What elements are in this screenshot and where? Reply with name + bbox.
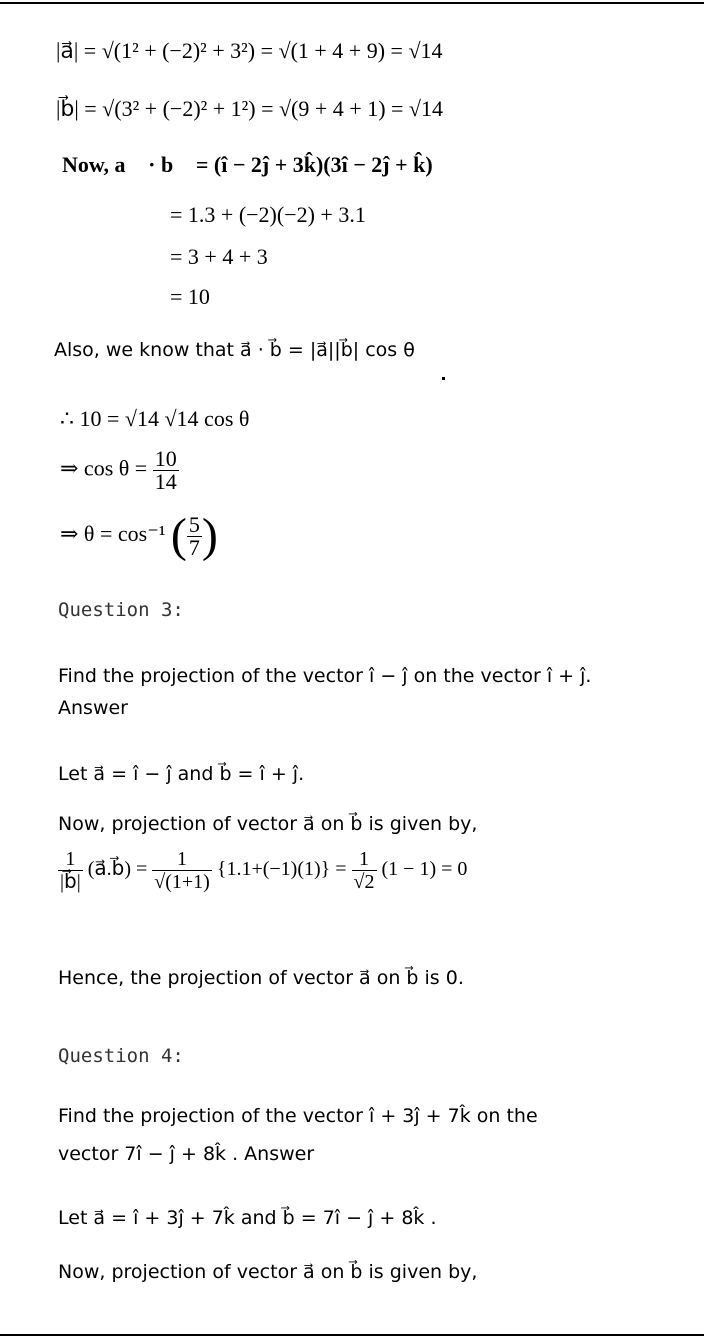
formula-result: (1 − 1) = 0 [381, 858, 468, 881]
question-3-heading: Question 3: [58, 599, 184, 621]
dot-step-1: = 1.3 + (−2)(−2) + 3.1 [170, 202, 366, 227]
formula-end-fraction [352, 848, 377, 893]
theta-numerator: 5 [188, 511, 200, 537]
therefore-line: ∴ 10 = √14 √14 cos θ [60, 406, 250, 431]
cos-theta-fraction [153, 448, 179, 493]
formula-ab: (a⃗.b⃗) = [87, 858, 148, 881]
bottom-rule [0, 1334, 704, 1336]
formula-lead-denominator: |b⃗| [60, 871, 81, 893]
cos-theta-denominator: 14 [154, 469, 177, 494]
question-3-projection-intro: Now, projection of vector a⃗ on b⃗ is given by, [58, 813, 478, 835]
formula-mid-denominator: √(1+1) [154, 871, 210, 893]
question-4-heading: Question 4: [58, 1045, 184, 1067]
dot-step-2: = 3 + 4 + 3 [170, 244, 268, 269]
question-4-projection-intro: Now, projection of vector a⃗ on b⃗ is given by, [58, 1261, 478, 1283]
stray-dot [442, 377, 445, 380]
right-paren: ) [201, 509, 218, 562]
magnitude-a-line: |a⃗| = √(1² + (−2)² + 3²) = √(1 + 4 + 9) = √14 [56, 38, 443, 63]
formula-mid-fraction [152, 848, 212, 893]
formula-braces: {1.1+(−1)(1)} = [216, 858, 347, 881]
cos-theta-prefix: ⇒ cos θ = [60, 455, 148, 481]
magnitude-b-line: |b⃗| = √(3² + (−2)² + 1²) = √(9 + 4 + 1) = √14 [56, 96, 443, 121]
question-3-answer-label: Answer [58, 697, 128, 719]
theta-line [60, 509, 218, 562]
formula-end-numerator: 1 [352, 848, 377, 871]
formula-mid-numerator: 1 [152, 848, 212, 871]
cos-theta-line [60, 448, 179, 493]
theta-denominator: 7 [188, 534, 200, 560]
theta-prefix: ⇒ θ = cos⁻¹ [60, 521, 166, 547]
question-4-let: Let a⃗ = î + 3ĵ + 7k̂ and b⃗ = 7î − ĵ + 8k̂ . [58, 1207, 437, 1229]
dot-step-3: = 10 [170, 284, 210, 309]
question-3-formula [58, 848, 467, 893]
also-we-know-line: Also, we know that a⃗ · b⃗ = |a⃗||b⃗| cos θ [54, 339, 415, 361]
theta-fraction [187, 511, 202, 560]
question-4-text-line-2: vector 7î − ĵ + 8k̂ . Answer [58, 1143, 315, 1165]
formula-end-denominator: √2 [353, 871, 375, 893]
question-4-text-line-1: Find the projection of the vector î + 3ĵ + 7k̂ on the [58, 1105, 538, 1127]
cos-theta-numerator: 10 [154, 446, 177, 471]
dot-product-line: Now, a⃗ · b⃗ = (î − 2ĵ + 3k̂)(3î − 2ĵ + k̂) [62, 152, 433, 177]
question-3-text: Find the projection of the vector î − ĵ on the vector î + ĵ. [58, 665, 592, 687]
left-paren: ( [170, 509, 187, 562]
formula-lead-numerator: 1 [58, 848, 83, 871]
question-3-let: Let a⃗ = î − ĵ and b⃗ = î + ĵ. [58, 763, 305, 785]
formula-lead-fraction [58, 848, 83, 893]
question-3-conclusion: Hence, the projection of vector a⃗ on b⃗ is 0. [58, 967, 464, 989]
top-rule [0, 2, 704, 4]
